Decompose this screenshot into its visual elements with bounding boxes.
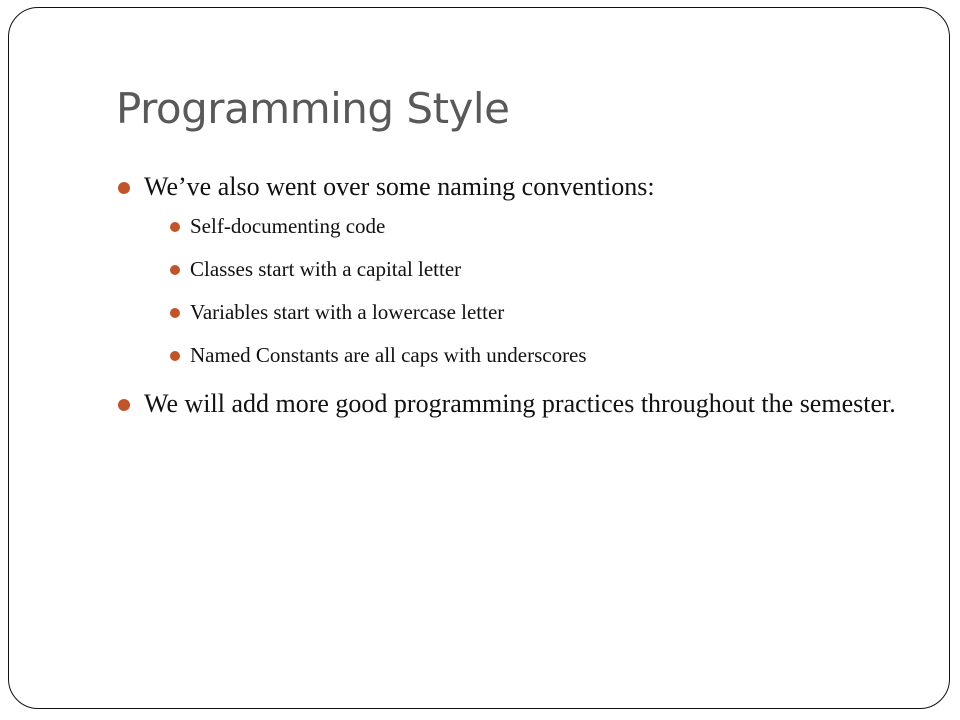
sub-bullet-text: Named Constants are all caps with underscores [190,343,587,367]
bullet-item-naming-conventions [116,170,896,369]
bullet-text: We’ve also went over some naming conventions: [144,172,655,201]
bullet-list [116,168,896,421]
slide-frame [8,7,950,709]
bullet-dot-icon [118,399,130,411]
sub-bullet-dot-icon [170,222,180,232]
bullet-text: We will add more good programming practices throughout the semester. [144,389,896,418]
sub-bullet-text: Variables start with a lowercase letter [190,300,505,324]
sub-bullet-text: Self-documenting code [190,214,386,238]
sub-bullet-text: Classes start with a capital letter [190,257,462,281]
sub-bullet-dot-icon [170,308,180,318]
sub-bullet-item [166,255,896,283]
sub-bullet-dot-icon [170,351,180,361]
bullet-item-good-practices [116,387,896,421]
sub-bullet-item [166,341,896,369]
slide-title: Programming Style [116,84,510,133]
sub-bullet-list [144,212,896,369]
bullet-dot-icon [118,182,130,194]
sub-bullet-item [166,298,896,326]
sub-bullet-item [166,212,896,240]
sub-bullet-dot-icon [170,265,180,275]
